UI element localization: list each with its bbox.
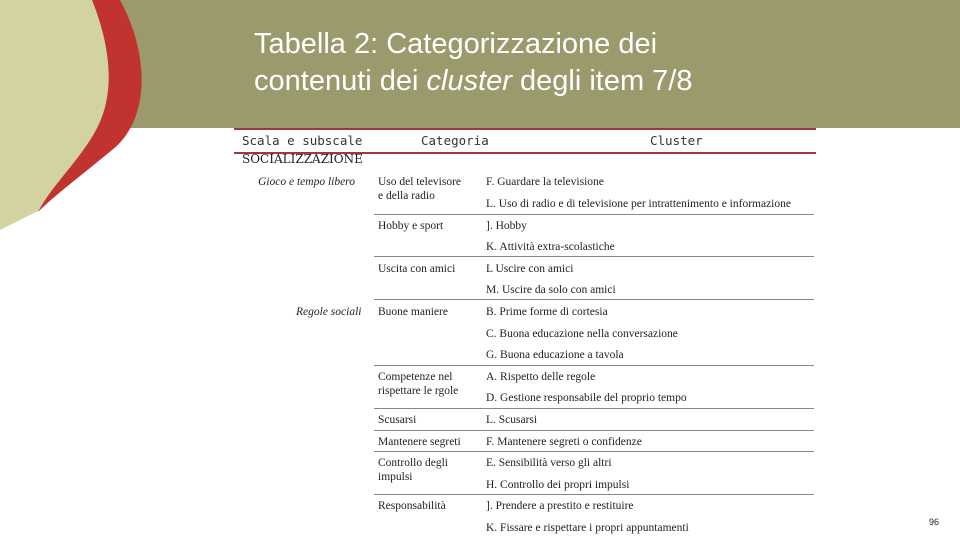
category-cell: Hobby e sport (378, 220, 444, 232)
slide-title (254, 26, 934, 100)
subscale-gioco: Gioco e tempo libero (258, 176, 355, 188)
cluster-item: K. Fissare e rispettare i propri appuntamenti (486, 522, 689, 534)
category-cell (378, 175, 461, 203)
category-line: impulsi (378, 471, 413, 483)
category-cell (378, 370, 458, 398)
category-cell: Uscita con amici (378, 263, 456, 275)
category-cell (378, 456, 448, 484)
cluster-item: C. Buona educazione nella conversazione (486, 328, 678, 340)
category-line: Controllo degli (378, 457, 448, 469)
row-divider (374, 430, 814, 431)
cluster-item: F. Guardare la televisione (486, 176, 604, 188)
title-line-2-prefix: contenuti dei (254, 65, 427, 97)
cluster-item: D. Gestione responsabile del proprio tempo (486, 392, 687, 404)
category-line: Uso del televisore (378, 176, 462, 188)
section-label: SOCIALIZZAZIONE (242, 152, 363, 166)
cluster-item: M. Uscire da solo con amici (486, 284, 616, 296)
page-number: 96 (929, 517, 940, 527)
cluster-item: A. Rispetto delle regole (486, 371, 596, 383)
cluster-item: G. Buona educazione a tavola (486, 349, 624, 361)
header-cluster: Cluster (650, 133, 703, 148)
row-divider (374, 494, 814, 495)
row-divider (374, 256, 814, 257)
cluster-item: K. Attività extra-scolastiche (486, 241, 615, 253)
cluster-item: H. Controllo dei propri impulsi (486, 479, 630, 491)
category-cell: Scusarsi (378, 414, 417, 426)
category-cell: Mantenere segreti (378, 436, 461, 448)
cluster-item: L. Scusarsi (486, 414, 538, 426)
table-header (234, 128, 816, 154)
row-divider (374, 408, 814, 409)
decorative-swoosh (0, 0, 240, 540)
title-line-2-suffix: degli item 7/8 (511, 65, 693, 97)
category-line: Competenze nel (378, 371, 453, 383)
cluster-item: L. Uso di radio e di televisione per intrattenimento e informazione (486, 198, 791, 210)
category-line: rispettare le rgole (378, 385, 459, 397)
subscale-regole: Regole sociali (296, 306, 362, 318)
cluster-item: F. Mantenere segreti o confidenze (486, 436, 642, 448)
cluster-item: ]. Hobby (486, 220, 527, 232)
header-category: Categoria (421, 133, 489, 148)
title-line-2-emphasis: cluster (426, 65, 512, 97)
category-cell: Responsabilità (378, 500, 446, 512)
category-line: e della radio (378, 190, 435, 202)
row-divider (374, 214, 814, 215)
cluster-item: B. Prime forme di cortesia (486, 306, 608, 318)
row-divider (374, 451, 814, 452)
title-line-1: Tabella 2: Categorizzazione dei (254, 28, 658, 60)
category-cell: Buone maniere (378, 306, 448, 318)
cluster-item: E. Sensibilità verso gli altri (486, 457, 612, 469)
cluster-item: L Uscire con amici (486, 263, 574, 275)
row-divider (374, 299, 814, 300)
row-divider (374, 365, 814, 366)
header-subscale: Scala e subscale (242, 133, 363, 148)
cluster-item: ]. Prendere a prestito e restituire (486, 500, 634, 512)
